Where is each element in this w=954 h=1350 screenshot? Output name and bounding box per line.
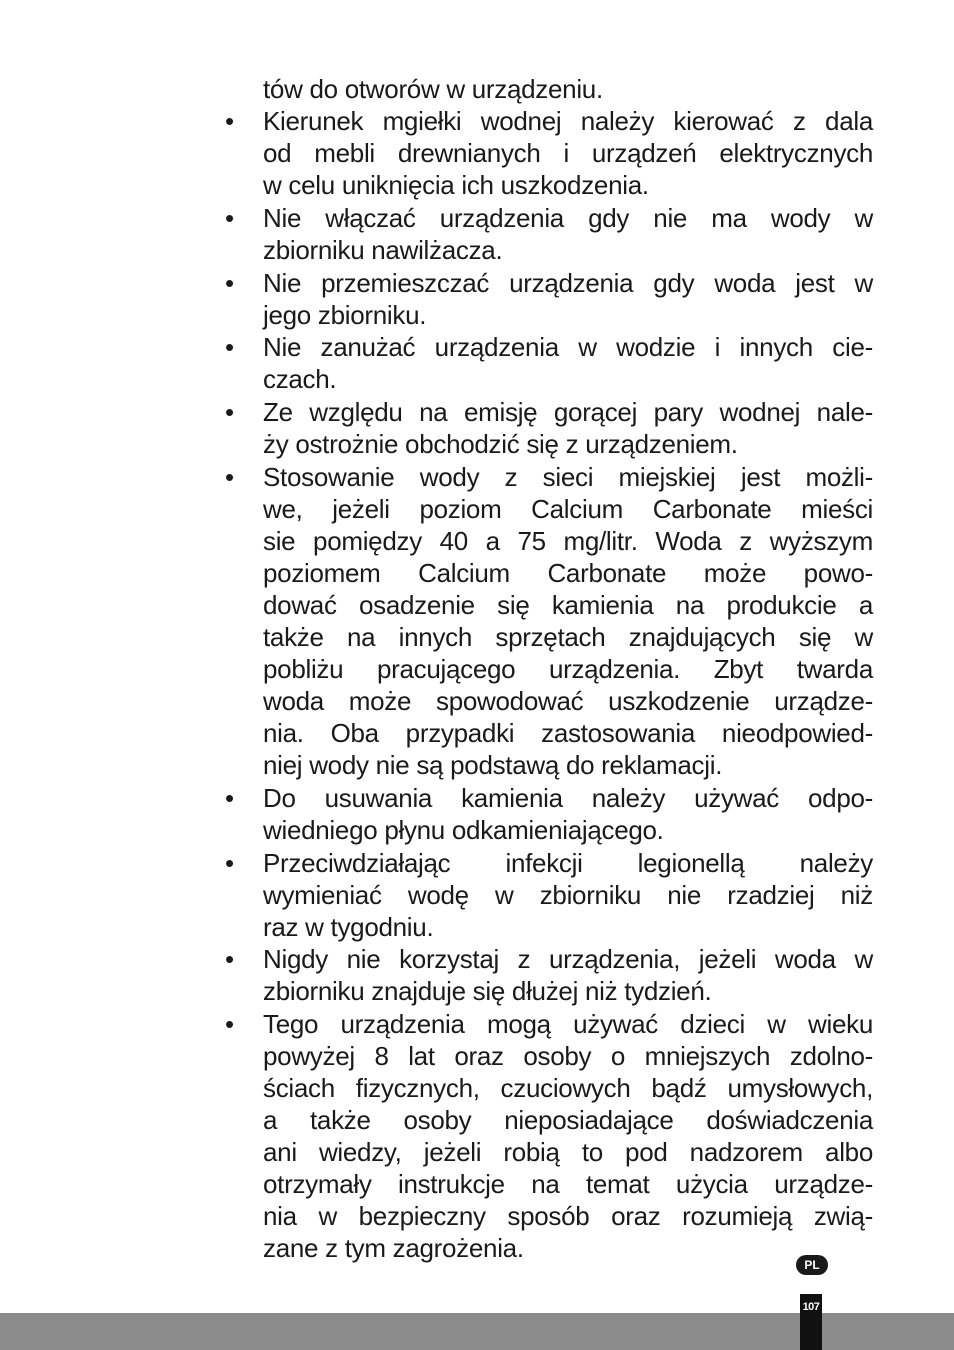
bullet-icon: •: [225, 1009, 235, 1039]
text-line: Nie włączać urządzenia gdy nie ma wody w: [263, 203, 873, 233]
bullet-icon: •: [225, 783, 235, 813]
bullet-icon: •: [225, 332, 235, 362]
text-line: od mebli drewnianych i urządzeń elektrycznych: [263, 138, 873, 168]
text-line: nia. Oba przypadki zastosowania nieodpowied-: [263, 718, 873, 748]
text-line: ży ostrożnie obchodzić się z urządzeniem.: [263, 429, 738, 459]
text-line: Ze względu na emisję gorącej pary wodnej nale-: [263, 397, 873, 427]
text-line: Stosowanie wody z sieci miejskiej jest możli-: [263, 462, 873, 492]
page-number: 107: [800, 1294, 822, 1350]
text-line: w celu uniknięcia ich uszkodzenia.: [263, 170, 649, 200]
text-line: dować osadzenie się kamienia na produkcie a: [263, 590, 873, 620]
text-line: ściach fizycznych, czuciowych bądź umysłowych,: [263, 1073, 873, 1103]
text-line: sie pomiędzy 40 a 75 mg/litr. Woda z wyższym: [263, 526, 873, 556]
text-line: także na innych sprzętach znajdujących się w: [263, 622, 873, 652]
text-line: wymieniać wodę w zbiorniku nie rzadziej niż: [263, 880, 873, 910]
bullet-icon: •: [225, 268, 235, 298]
bullet-icon: •: [225, 203, 235, 233]
text-line: Do usuwania kamienia należy używać odpo-: [263, 783, 873, 813]
bullet-icon: •: [225, 944, 235, 974]
bullet-icon: •: [225, 106, 235, 136]
text-line: Tego urządzenia mogą używać dzieci w wieku: [263, 1009, 873, 1039]
text-line: tów do otworów w urządzeniu.: [263, 74, 603, 104]
text-line: otrzymały instrukcje na temat użycia urządze-: [263, 1169, 873, 1199]
text-line: Nie przemieszczać urządzenia gdy woda jest w: [263, 268, 873, 298]
text-line: zbiorniku nawilżacza.: [263, 235, 503, 265]
text-line: ani wiedzy, jeżeli robią to pod nadzorem albo: [263, 1137, 873, 1167]
text-line: Nie zanużać urządzenia w wodzie i innych cie-: [263, 332, 873, 362]
text-line: zbiorniku znajduje się dłużej niż tydzień.: [263, 976, 712, 1006]
text-line: zane z tym zagrożenia.: [263, 1233, 524, 1263]
text-line: czach.: [263, 364, 337, 394]
text-line: raz w tygodniu.: [263, 912, 434, 942]
text-line: powyżej 8 lat oraz osoby o mniejszych zdolno-: [263, 1041, 873, 1071]
text-line: we, jeżeli poziom Calcium Carbonate mieści: [263, 494, 873, 524]
language-badge: PL: [796, 1255, 828, 1275]
text-line: Kierunek mgiełki wodnej należy kierować z dala: [263, 106, 873, 136]
text-line: nia w bezpieczny sposób oraz rozumieją zwią-: [263, 1201, 873, 1231]
text-line: poziomem Calcium Carbonate może powo-: [263, 558, 873, 588]
text-line: Nigdy nie korzystaj z urządzenia, jeżeli woda w: [263, 944, 873, 974]
text-line: niej wody nie są podstawą do reklamacji.: [263, 750, 723, 780]
text-line: Przeciwdziałając infekcji legionellą należy: [263, 848, 873, 878]
text-line: woda może spowodować uszkodzenie urządze-: [263, 686, 873, 716]
bullet-icon: •: [225, 462, 235, 492]
bullet-icon: •: [225, 397, 235, 427]
text-line: a także osoby nieposiadające doświadczenia: [263, 1105, 873, 1135]
bullet-icon: •: [225, 848, 235, 878]
text-line: jego zbiorniku.: [263, 300, 427, 330]
text-line: pobliżu pracującego urządzenia. Zbyt twarda: [263, 654, 873, 684]
text-line: wiedniego płynu odkamieniającego.: [263, 815, 664, 845]
